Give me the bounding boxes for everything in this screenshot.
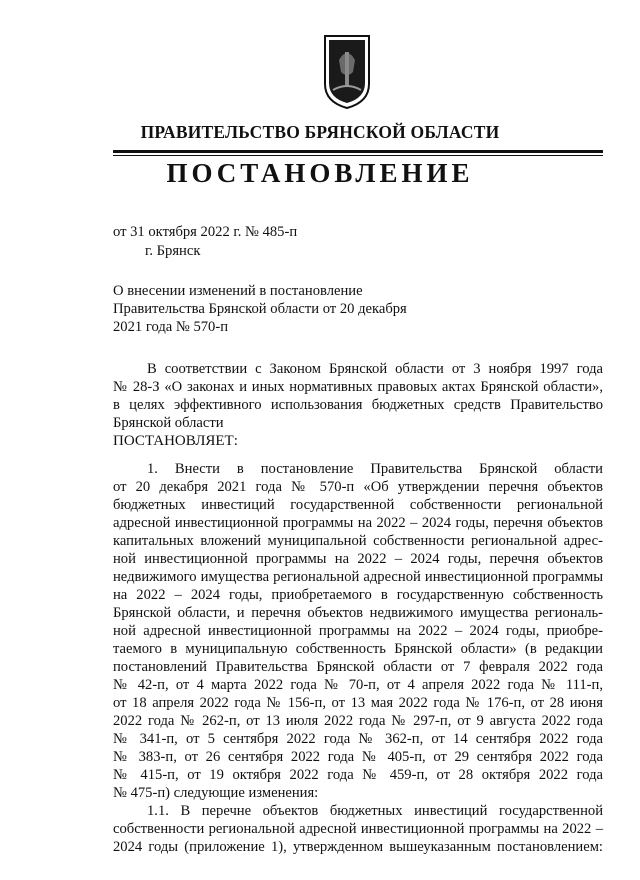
body-line: адресной инвестиционной программы на 2022 – 2024 годы, перечня объектов (113, 515, 603, 531)
preamble-line: В соответствии с Законом Брянской области от 3 ноября 1997 года (147, 361, 603, 377)
coat-of-arms-emblem (321, 32, 373, 110)
body-line: № 415-п, от 19 октября 2022 года № 459-п, от 28 октября 2022 года (113, 767, 603, 783)
body-line: недвижимого имущества региональной адресной инвестиционной программы (113, 569, 603, 585)
body-line: № 341-п, от 5 сентября 2022 года № 362-п, от 14 сентября 2022 года (113, 731, 603, 747)
body-line: № 42-п, от 4 марта 2022 года № 70-п, от 4 апреля 2022 года № 111-п, (113, 677, 603, 693)
date-number-line: от 31 октября 2022 г. № 485-п (113, 224, 298, 240)
body-line: ной инвестиционной программы на 2022 – 2024 годы, перечня объектов (113, 551, 603, 567)
header-rule-thin (113, 155, 603, 156)
body-line: постановлений Правительства Брянской области от 7 февраля 2022 года (113, 659, 603, 675)
preamble-line: № 28-З «О законах и иных нормативных правовых актах Брянской области», (113, 379, 603, 395)
subject-line: О внесении изменений в постановление (113, 283, 363, 299)
body-line: таемого в муниципальную собственность Брянской области» (в редакции (113, 641, 603, 657)
body-line: собственности региональной адресной инвестиционной программы на 2022 – (113, 821, 603, 837)
body-line: от 20 декабря 2021 года № 570-п «Об утверждении перечня объектов (113, 479, 603, 495)
body-line: № 383-п, от 26 сентября 2022 года № 405-п, от 29 сентября 2022 года (113, 749, 603, 765)
body-line: 2022 года № 262-п, от 13 июля 2022 года № 297-п, от 9 августа 2022 года (113, 713, 603, 729)
decree-word: ПОСТАНОВЛЯЕТ: (113, 433, 238, 449)
body-line: бюджетных инвестиций государственной собственности региональной (113, 497, 603, 513)
document-type-title: ПОСТАНОВЛЕНИЕ (166, 158, 474, 188)
body-line: 2024 годы (приложение 1), утвержденном вышеуказанным постановлением: (113, 839, 603, 855)
body-line: Брянской области, и перечня объектов недвижимого имущества региональ- (113, 605, 603, 621)
preamble-line: Брянской области (113, 415, 224, 431)
organization-title: ПРАВИТЕЛЬСТВО БРЯНСКОЙ ОБЛАСТИ (140, 122, 500, 142)
body-line: № 475-п) следующие изменения: (113, 785, 319, 801)
subject-line: Правительства Брянской области от 20 декабря (113, 301, 407, 317)
body-line: 1.1. В перечне объектов бюджетных инвестиций государственной (147, 803, 603, 819)
body-line: на 2022 – 2024 годы, приобретаемого в государственную собственность (113, 587, 603, 603)
body-line: 1. Внести в постановление Правительства Брянской области (147, 461, 603, 477)
body-line: ной адресной инвестиционной программы на 2022 – 2024 годы, приобре- (113, 623, 603, 639)
body-line: капитальных вложений муниципальной собственности региональной адрес- (113, 533, 603, 549)
header-rule-thick (113, 150, 603, 153)
body-line: от 18 апреля 2022 года № 156-п, от 13 мая 2022 года № 176-п, от 28 июня (113, 695, 603, 711)
city-line: г. Брянск (145, 243, 201, 259)
subject-line: 2021 года № 570-п (113, 319, 229, 335)
preamble-line: в целях эффективного использования бюджетных средств Правительство (113, 397, 603, 413)
